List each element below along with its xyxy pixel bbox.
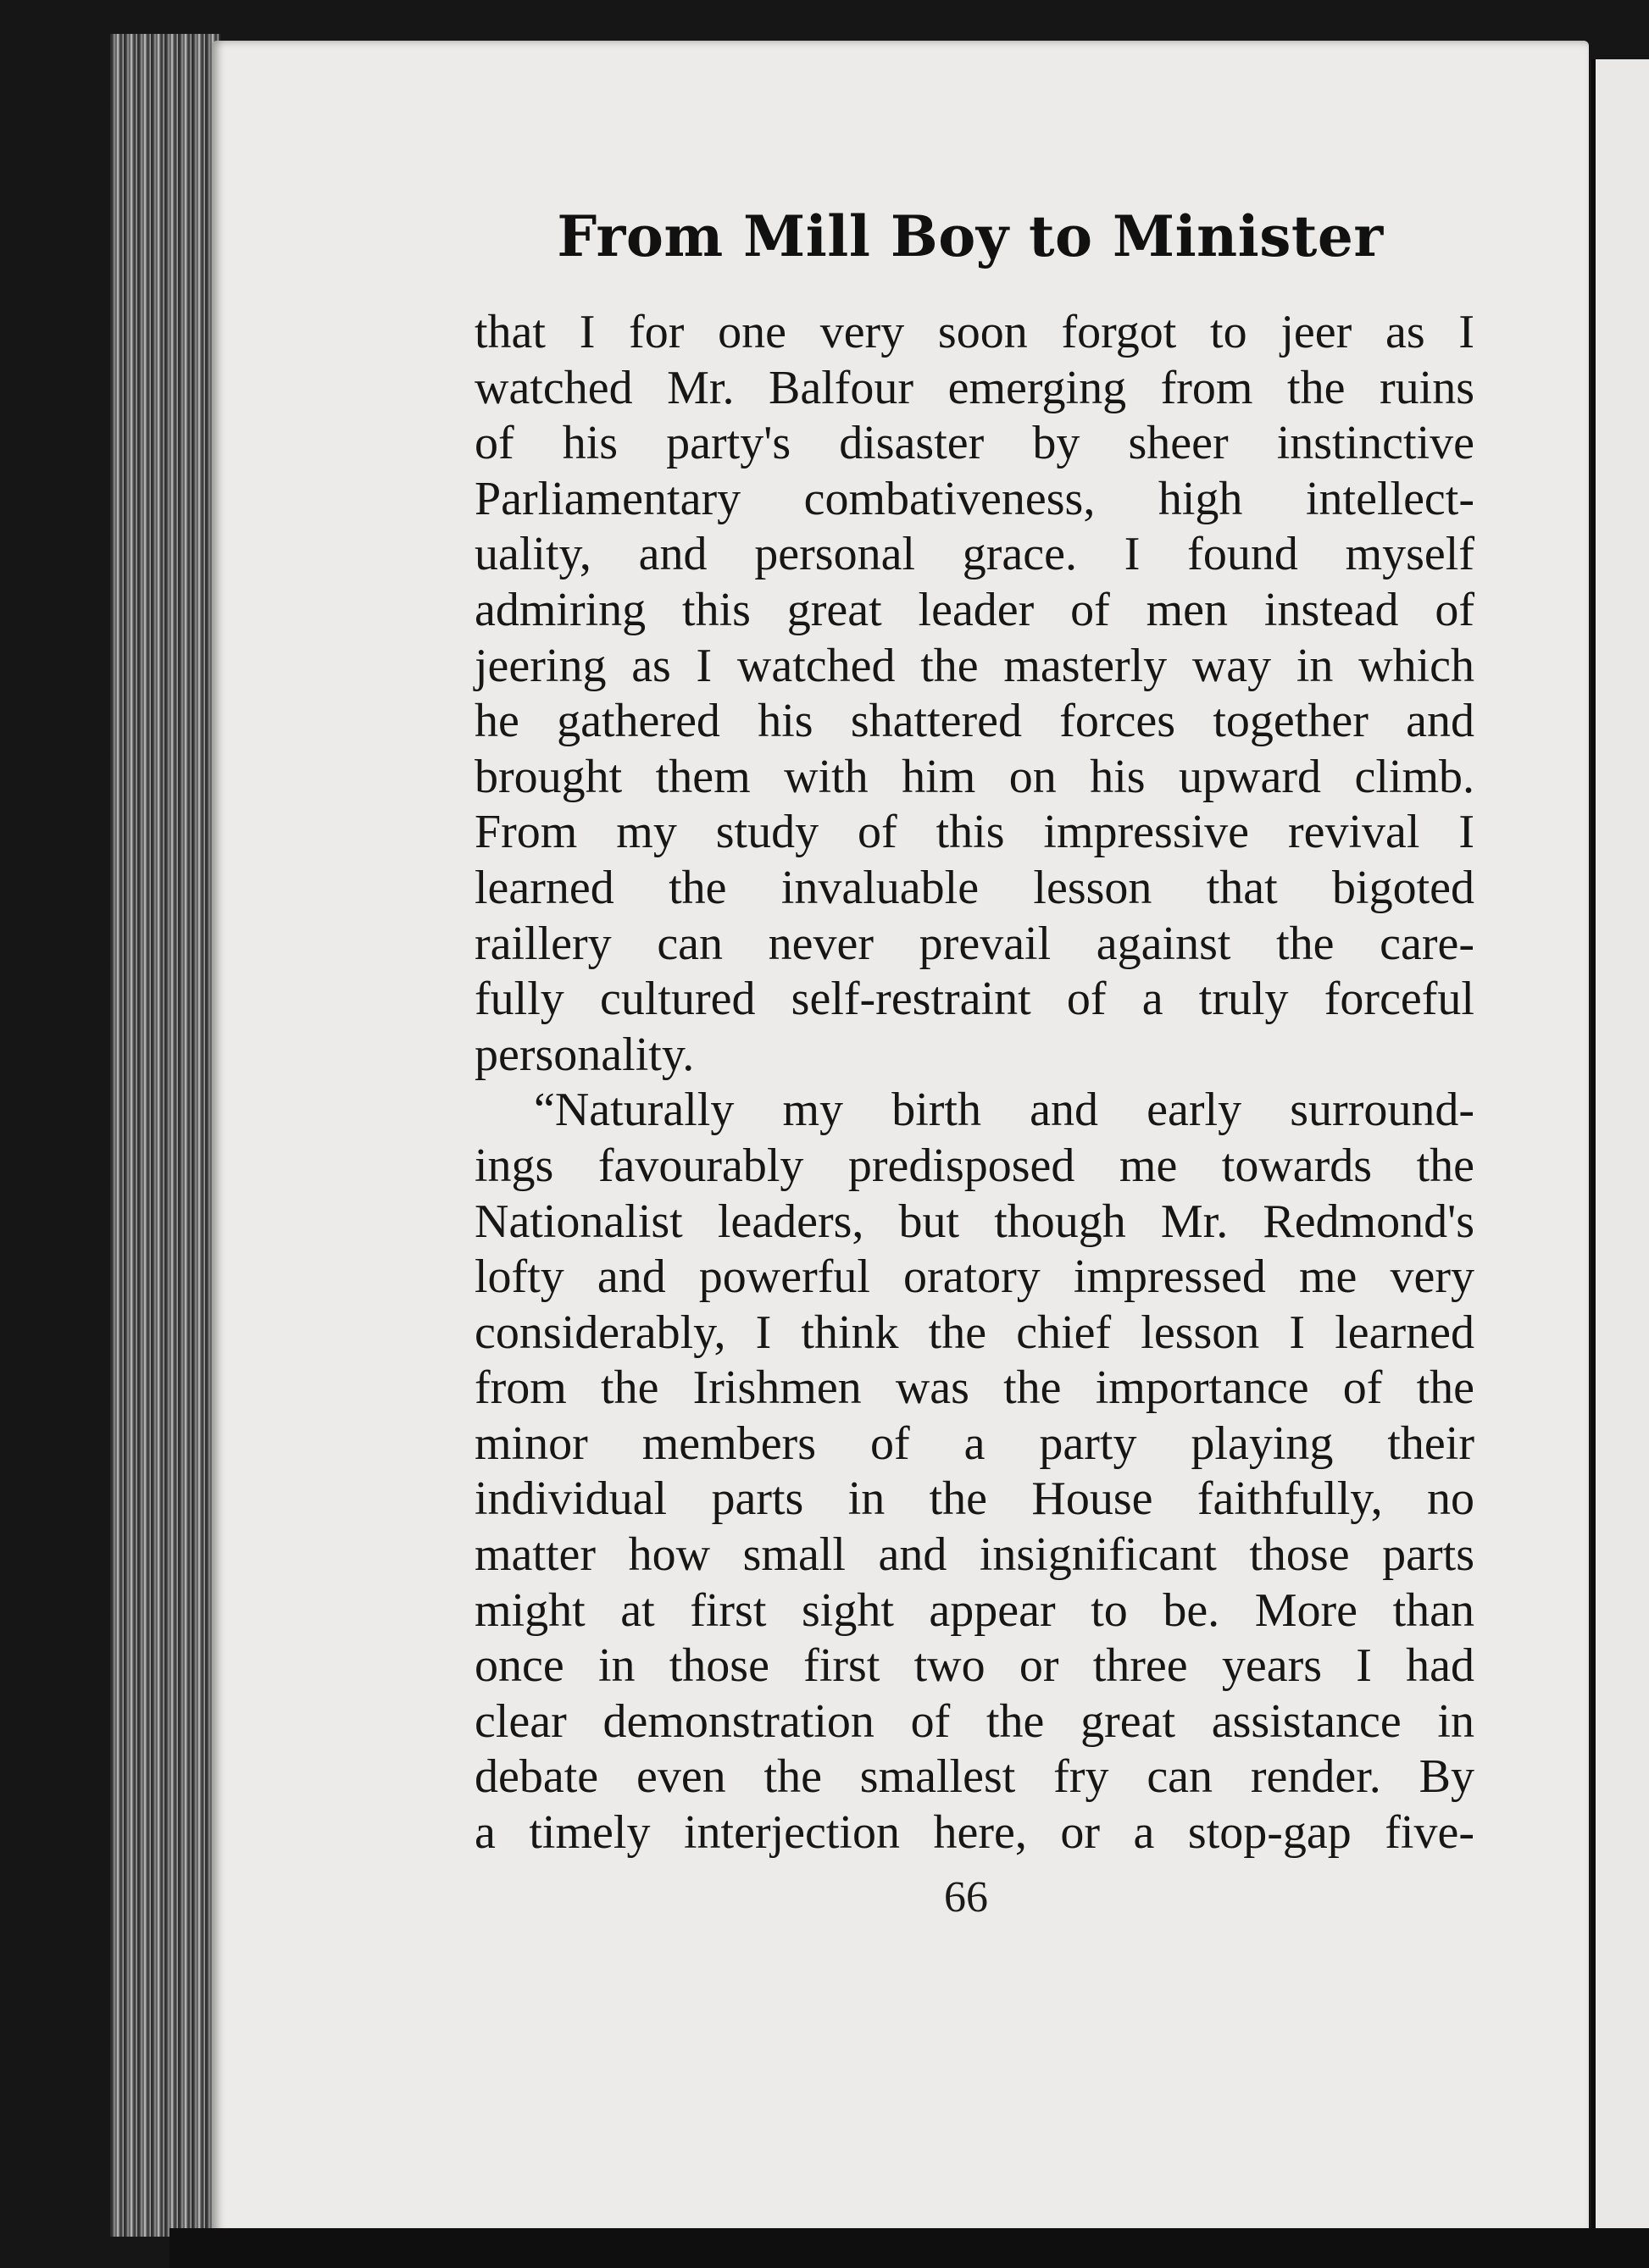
- page-number: 66: [944, 1873, 988, 1921]
- text-line: Parliamentary combativeness, high intellect-: [475, 472, 1474, 525]
- text-line: lofty and powerful oratory impressed me very: [475, 1250, 1474, 1304]
- text-line: raillery can never prevail against the care-: [475, 917, 1474, 970]
- text-line: learned the invaluable lesson that bigoted: [475, 861, 1474, 914]
- text-line: a timely interjection here, or a stop-gap five-: [475, 1806, 1474, 1860]
- bottom-shadow: [169, 2228, 1649, 2268]
- text-line: “Naturally my birth and early surround-: [534, 1084, 1474, 1137]
- text-line: that I for one very soon forgot to jeer as I: [475, 306, 1474, 358]
- text-line: fully cultured self-restraint of a truly forceful: [475, 973, 1474, 1026]
- text-line: matter how small and insignificant those parts: [475, 1528, 1474, 1582]
- text-line: From my study of this impressive revival I: [475, 806, 1474, 859]
- body-text: [475, 305, 1474, 1861]
- text-line: might at first sight appear to be. More than: [475, 1583, 1474, 1637]
- text-line: he gathered his shattered forces together and: [475, 695, 1474, 748]
- text-line: ings favourably predisposed me towards the: [475, 1139, 1474, 1192]
- text-line: Nationalist leaders, but though Mr. Redmond's: [475, 1195, 1474, 1248]
- text-line: watched Mr. Balfour emerging from the ruins: [475, 361, 1474, 414]
- text-line: uality, and personal grace. I found myself: [475, 528, 1474, 581]
- text-line: jeering as I watched the masterly way in which: [475, 639, 1474, 692]
- text-line: individual parts in the House faithfully, no: [475, 1472, 1474, 1526]
- text-line: once in those first two or three years I had: [475, 1639, 1474, 1693]
- text-line: minor members of a party playing their: [475, 1417, 1474, 1470]
- text-line: considerably, I think the chief lesson I learned: [475, 1306, 1474, 1359]
- text-line: admiring this great leader of men instead of: [475, 583, 1474, 636]
- facing-page-edge: [1591, 59, 1649, 2228]
- book-page-edges: [110, 34, 220, 2237]
- text-line: clear demonstration of the great assistance in: [475, 1694, 1474, 1748]
- text-line: personality.: [475, 1028, 695, 1081]
- text-line: debate even the smallest fry can render. By: [475, 1750, 1474, 1804]
- text-line: from the Irishmen was the importance of the: [475, 1361, 1474, 1415]
- text-line: of his party's disaster by sheer instinctive: [475, 417, 1474, 470]
- text-line: brought them with him on his upward climb.: [475, 750, 1474, 803]
- running-head: From Mill Boy to Minister: [557, 203, 1384, 269]
